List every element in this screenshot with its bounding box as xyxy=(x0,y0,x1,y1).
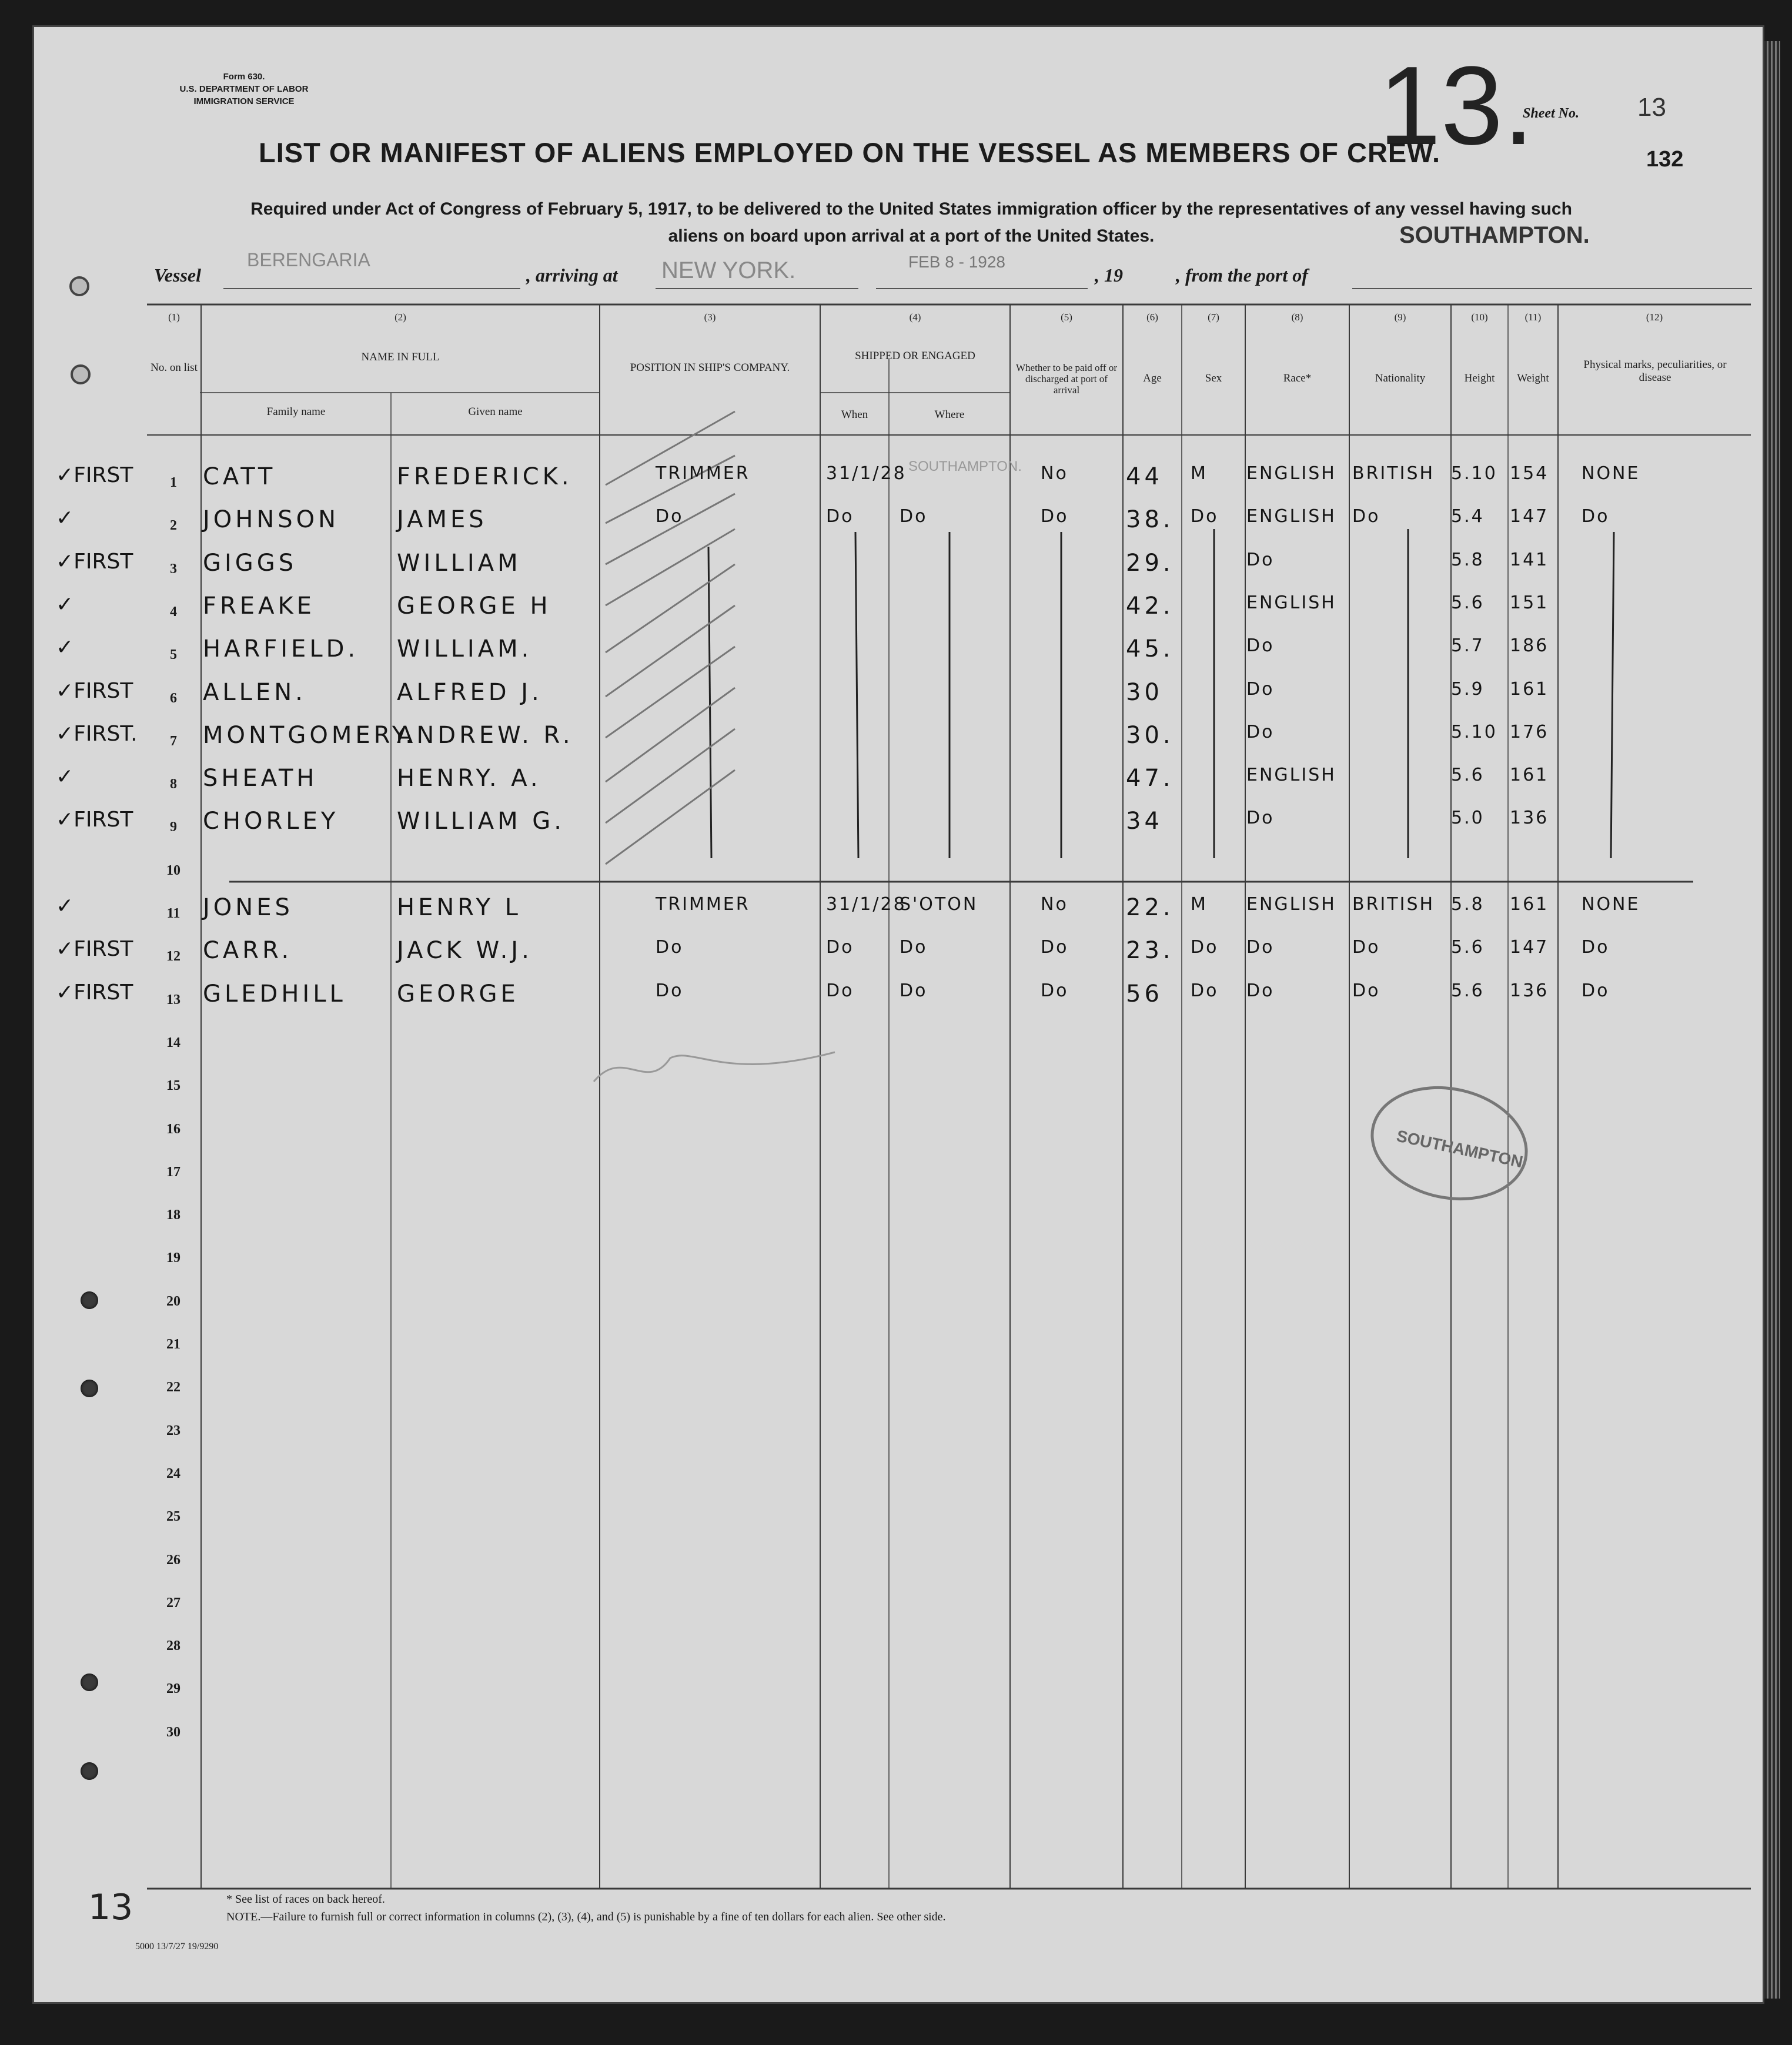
from-port-stamp: SOUTHAMPTON. xyxy=(1399,222,1590,248)
family-name-cell: MONTGOMERY. xyxy=(203,721,416,749)
where-cell: Do xyxy=(900,937,928,958)
required-line-2: aliens on board upon arrival at a port of the United States. xyxy=(668,226,1155,246)
row-check-mark: ✓FIRST. xyxy=(56,721,138,746)
weight-cell: 186 xyxy=(1510,635,1549,657)
paid-off-cell: Do xyxy=(1041,937,1069,958)
nationality-cell: Do xyxy=(1352,937,1380,958)
row-check-mark: ✓ xyxy=(56,765,74,789)
race-cell: Do xyxy=(1246,549,1275,570)
col-10-number: (10) xyxy=(1471,312,1488,323)
given-name-cell: JAMES xyxy=(397,506,487,534)
weight-cell: 136 xyxy=(1510,808,1549,829)
height-cell: 5.0 xyxy=(1451,808,1485,829)
row-number: 10 xyxy=(166,862,180,878)
row-number: 5 xyxy=(170,647,177,663)
row-number: 26 xyxy=(166,1552,180,1568)
nationality-cell: Do xyxy=(1352,506,1380,527)
col-age: Age xyxy=(1143,372,1162,384)
row-number: 13 xyxy=(166,992,180,1008)
race-cell: Do xyxy=(1246,980,1275,1001)
family-name-cell: GLEDHILL xyxy=(203,980,346,1008)
weight-cell: 161 xyxy=(1510,765,1549,786)
col-race: Race* xyxy=(1283,372,1312,384)
height-cell: 5.6 xyxy=(1451,765,1485,786)
row-number: 20 xyxy=(166,1293,180,1309)
height-cell: 5.9 xyxy=(1451,678,1485,699)
nationality-cell: BRITISH xyxy=(1352,894,1435,915)
when-cell: Do xyxy=(826,506,854,527)
row-number: 29 xyxy=(166,1681,180,1697)
race-cell: ENGLISH xyxy=(1246,894,1336,915)
col-physical-marks: Physical marks, peculiarities, or disease xyxy=(1583,359,1727,384)
age-cell: 29. xyxy=(1126,549,1174,577)
col-11-number: (11) xyxy=(1524,312,1542,323)
position-cell: Do xyxy=(656,506,684,527)
weight-cell: 141 xyxy=(1510,549,1549,570)
height-cell: 5.7 xyxy=(1451,635,1485,657)
race-cell: Do xyxy=(1246,721,1275,742)
race-cell: Do xyxy=(1246,937,1275,958)
row-number: 11 xyxy=(166,906,180,921)
sex-cell: Do xyxy=(1191,937,1219,958)
row-number: 30 xyxy=(166,1724,180,1740)
col-shipped-engaged: SHIPPED OR ENGAGED xyxy=(855,350,975,362)
weight-cell: 136 xyxy=(1510,980,1549,1001)
row-number: 23 xyxy=(166,1423,180,1438)
arriving-label: , arriving at xyxy=(526,265,618,286)
row-check-mark: ✓FIRST xyxy=(56,937,133,962)
position-cell: TRIMMER xyxy=(656,463,750,484)
col-family-name: Family name xyxy=(266,406,326,418)
row-number: 6 xyxy=(170,690,177,706)
row-check-mark: ✓FIRST xyxy=(56,549,133,574)
row-number: 14 xyxy=(166,1035,180,1050)
age-cell: 23. xyxy=(1126,937,1174,965)
row-number: 25 xyxy=(166,1509,180,1525)
age-cell: 47. xyxy=(1126,765,1174,792)
print-code: 5000 13/7/27 19/9290 xyxy=(135,1942,219,1952)
sex-cell: Do xyxy=(1191,506,1219,527)
sex-cell: M xyxy=(1191,894,1208,915)
col-1-number: (1) xyxy=(168,312,180,323)
from-label: , from the port of xyxy=(1176,265,1308,286)
paid-off-cell: Do xyxy=(1041,980,1069,1001)
row-number: 15 xyxy=(166,1078,180,1094)
date-stamp: FEB 8 - 1928 xyxy=(908,253,1005,271)
given-name-cell: ANDREW. R. xyxy=(397,721,574,749)
physical-marks-cell: Do xyxy=(1582,980,1610,1001)
where-stamp: SOUTHAMPTON. xyxy=(908,458,1022,474)
race-cell: Do xyxy=(1246,678,1275,699)
where-cell: Do xyxy=(900,506,928,527)
service: IMMIGRATION SERVICE xyxy=(193,96,295,106)
height-cell: 5.4 xyxy=(1451,506,1485,527)
given-name-cell: JACK W.J. xyxy=(397,937,533,965)
age-cell: 34 xyxy=(1126,808,1163,835)
row-check-mark: ✓FIRST xyxy=(56,463,133,487)
weight-cell: 176 xyxy=(1510,721,1549,742)
race-cell: Do xyxy=(1246,808,1275,829)
physical-marks-cell: Do xyxy=(1582,937,1610,958)
when-cell: 31/1/28 xyxy=(826,894,907,915)
corner-handwritten-number: 13 xyxy=(88,1887,133,1928)
when-cell: 31/1/28 xyxy=(826,463,907,484)
col-no-on-list: No. on list xyxy=(151,362,198,374)
col-where: Where xyxy=(934,409,965,421)
paid-off-cell: Do xyxy=(1041,506,1069,527)
height-cell: 5.6 xyxy=(1451,592,1485,613)
row-number: 2 xyxy=(170,518,177,534)
family-name-cell: GIGGS xyxy=(203,549,297,577)
required-line-1: Required under Act of Congress of February 5, 1917, to be delivered to the United States immigration officer by the representatives of any vessel having such xyxy=(250,199,1572,219)
row-number: 17 xyxy=(166,1164,180,1180)
physical-marks-cell: NONE xyxy=(1582,463,1640,484)
weight-cell: 161 xyxy=(1510,894,1549,915)
weight-cell: 147 xyxy=(1510,506,1549,527)
height-cell: 5.10 xyxy=(1451,721,1497,742)
when-cell: Do xyxy=(826,980,854,1001)
col-8-number: (8) xyxy=(1291,312,1303,323)
given-name-cell: GEORGE xyxy=(397,980,519,1008)
handwritten-sheet-number: 13. xyxy=(1379,43,1534,168)
vessel-name: BERENGARIA xyxy=(247,249,370,270)
where-cell: Do xyxy=(900,980,928,1001)
col-4-number: (4) xyxy=(909,312,921,323)
given-name-cell: WILLIAM G. xyxy=(397,808,566,835)
age-cell: 30. xyxy=(1126,721,1174,749)
row-check-mark: ✓ xyxy=(56,894,74,918)
row-number: 16 xyxy=(166,1121,180,1137)
row-number: 4 xyxy=(170,604,177,620)
col-nationality: Nationality xyxy=(1375,372,1426,384)
row-number: 22 xyxy=(166,1380,180,1395)
given-name-cell: WILLIAM xyxy=(397,549,521,577)
row-number: 3 xyxy=(170,561,177,577)
given-name-cell: GEORGE H xyxy=(397,592,551,620)
family-name-cell: FREAKE xyxy=(203,592,315,620)
position-cell: Do xyxy=(656,937,684,958)
row-number: 1 xyxy=(170,475,177,490)
round-stamp-text: SOUTHAMPTON xyxy=(1395,1126,1525,1172)
form-number: Form 630. xyxy=(223,72,265,82)
height-cell: 5.8 xyxy=(1451,549,1485,570)
nationality-cell: BRITISH xyxy=(1352,463,1435,484)
age-cell: 44 xyxy=(1126,463,1163,490)
row-check-mark: ✓ xyxy=(56,635,74,660)
row-number: 7 xyxy=(170,733,177,749)
race-cell: ENGLISH xyxy=(1246,506,1336,527)
family-name-cell: ALLEN. xyxy=(203,678,306,706)
col-sex: Sex xyxy=(1205,372,1222,384)
row-check-mark: ✓ xyxy=(56,592,74,617)
weight-cell: 154 xyxy=(1510,463,1549,484)
col-5-number: (5) xyxy=(1061,312,1072,323)
age-cell: 42. xyxy=(1126,592,1174,620)
row-number: 18 xyxy=(166,1207,180,1223)
page-title: LIST OR MANIFEST OF ALIENS EMPLOYED ON THE VESSEL AS MEMBERS OF CREW. xyxy=(259,137,1441,168)
row-check-mark: ✓ xyxy=(56,506,74,531)
row-number: 27 xyxy=(166,1595,180,1611)
height-cell: 5.6 xyxy=(1451,980,1485,1001)
family-name-cell: JONES xyxy=(203,894,293,921)
sheet-value: 13 xyxy=(1637,93,1666,122)
race-cell: Do xyxy=(1246,635,1275,657)
physical-marks-cell: NONE xyxy=(1582,894,1640,915)
family-name-cell: SHEATH xyxy=(203,765,318,792)
when-cell: Do xyxy=(826,937,854,958)
family-name-cell: CARR. xyxy=(203,937,293,965)
col-6-number: (6) xyxy=(1146,312,1158,323)
weight-cell: 161 xyxy=(1510,678,1549,699)
race-cell: ENGLISH xyxy=(1246,463,1336,484)
row-number: 9 xyxy=(170,819,177,835)
page-number: 132 xyxy=(1646,147,1684,172)
sex-cell: Do xyxy=(1191,980,1219,1001)
sex-cell: M xyxy=(1191,463,1208,484)
weight-cell: 151 xyxy=(1510,592,1549,613)
col-position: POSITION IN SHIP'S COMPANY. xyxy=(630,362,790,374)
year-label: , 19 xyxy=(1095,265,1123,286)
arriving-port: NEW YORK. xyxy=(661,257,796,283)
age-cell: 22. xyxy=(1126,894,1174,921)
given-name-cell: HENRY. A. xyxy=(397,765,541,792)
family-name-cell: HARFIELD. xyxy=(203,635,359,663)
age-cell: 38. xyxy=(1126,506,1174,534)
height-cell: 5.6 xyxy=(1451,937,1485,958)
race-cell: ENGLISH xyxy=(1246,765,1336,786)
height-cell: 5.10 xyxy=(1451,463,1497,484)
row-check-mark: ✓FIRST xyxy=(56,980,133,1005)
weight-cell: 147 xyxy=(1510,937,1549,958)
race-cell: ENGLISH xyxy=(1246,592,1336,613)
family-name-cell: CHORLEY xyxy=(203,808,339,835)
department: U.S. DEPARTMENT OF LABOR xyxy=(179,84,309,94)
given-name-cell: HENRY L xyxy=(397,894,521,921)
age-cell: 56 xyxy=(1126,980,1163,1008)
paid-off-cell: No xyxy=(1041,463,1068,484)
row-number: 12 xyxy=(166,949,180,965)
paid-off-cell: No xyxy=(1041,894,1068,915)
col-9-number: (9) xyxy=(1394,312,1406,323)
vessel-label: Vessel xyxy=(154,265,201,286)
sheet-label: Sheet No. xyxy=(1523,106,1579,121)
family-name-cell: CATT xyxy=(203,463,276,490)
col-3-number: (3) xyxy=(704,312,716,323)
physical-marks-cell: Do xyxy=(1582,506,1610,527)
col-given-name: Given name xyxy=(468,406,523,418)
row-number: 19 xyxy=(166,1250,180,1266)
row-number: 28 xyxy=(166,1638,180,1654)
age-cell: 45. xyxy=(1126,635,1174,663)
given-name-cell: WILLIAM. xyxy=(397,635,533,663)
col-2-number: (2) xyxy=(394,312,406,323)
col-weight: Weight xyxy=(1517,372,1549,384)
row-check-mark: ✓FIRST xyxy=(56,808,133,832)
col-height: Height xyxy=(1464,372,1495,384)
age-cell: 30 xyxy=(1126,678,1163,706)
given-name-cell: FREDERICK. xyxy=(397,463,573,490)
given-name-cell: ALFRED J. xyxy=(397,678,543,706)
nationality-cell: Do xyxy=(1352,980,1380,1001)
row-check-mark: ✓FIRST xyxy=(56,678,133,703)
col-12-number: (12) xyxy=(1646,312,1663,323)
col-when: When xyxy=(841,409,868,421)
family-name-cell: JOHNSON xyxy=(203,506,340,534)
where-cell: S'OTON xyxy=(900,894,978,915)
height-cell: 5.8 xyxy=(1451,894,1485,915)
row-number: 24 xyxy=(166,1465,180,1481)
footer-note: NOTE.—Failure to furnish full or correct information in columns (2), (3), (4), and (5) is punishable by a fine of ten dollars for each alien. See other side. xyxy=(226,1910,946,1923)
race-footnote: * See list of races on back hereof. xyxy=(226,1893,385,1906)
col-7-number: (7) xyxy=(1208,312,1219,323)
col-name-in-full: NAME IN FULL xyxy=(361,351,440,363)
position-cell: Do xyxy=(656,980,684,1001)
row-number: 8 xyxy=(170,777,177,792)
position-cell: TRIMMER xyxy=(656,894,750,915)
col-paid-off: Whether to be paid off or discharged at port of arrival xyxy=(1016,362,1117,396)
row-number: 21 xyxy=(166,1337,180,1352)
